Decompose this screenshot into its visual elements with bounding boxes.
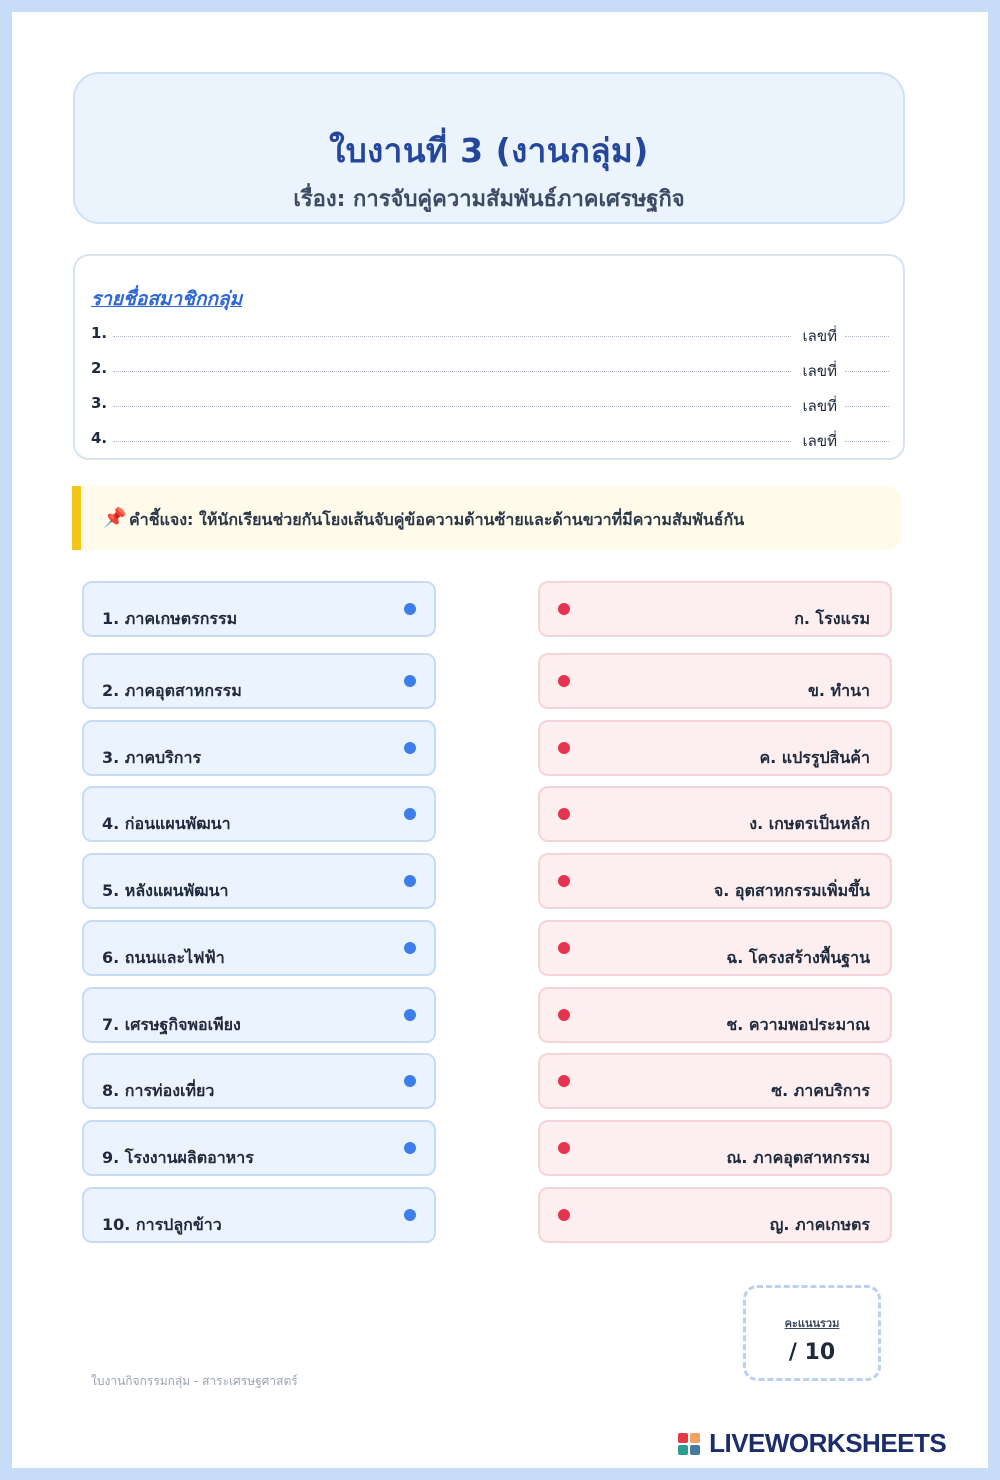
instruction-text: คำชี้แจง: ให้นักเรียนช่วยกันโยงเส้นจับคู่ข้อความด้านซ้ายและด้านขวาที่มีความสัมพันธ์กัน xyxy=(129,510,745,529)
member-number: 4. xyxy=(91,429,108,447)
right-connector-dot[interactable] xyxy=(558,1142,570,1154)
left-connector-dot[interactable] xyxy=(404,742,416,754)
pushpin-icon: 📌 xyxy=(103,507,127,529)
right-connector-dot[interactable] xyxy=(558,675,570,687)
brand-name: LIVEWORKSHEETS xyxy=(709,1428,947,1458)
right-item-label: ข. ทำนา xyxy=(807,681,870,700)
left-connector-dot[interactable] xyxy=(404,1009,416,1021)
instruction-banner xyxy=(72,486,902,550)
left-item-label: 3. ภาคบริการ xyxy=(102,748,202,767)
left-item-label: 2. ภาคอุตสาหกรรม xyxy=(102,681,242,700)
left-item[interactable] xyxy=(82,987,436,1043)
seat-number-line[interactable] xyxy=(845,371,889,372)
member-number: 3. xyxy=(91,394,108,412)
member-number: 1. xyxy=(91,324,108,342)
right-item-label: ช. ความพอประมาณ xyxy=(726,1015,870,1034)
left-item[interactable] xyxy=(82,653,436,709)
right-item[interactable] xyxy=(538,653,892,709)
member-number: 2. xyxy=(91,359,108,377)
seat-label: เลขที่ xyxy=(802,397,837,415)
score-value: / 10 xyxy=(788,1340,836,1365)
right-connector-dot[interactable] xyxy=(558,875,570,887)
right-item[interactable] xyxy=(538,853,892,909)
left-connector-dot[interactable] xyxy=(404,942,416,954)
seat-label: เลขที่ xyxy=(802,327,837,345)
left-item[interactable] xyxy=(82,1053,436,1109)
left-item-label: 9. โรงงานผลิตอาหาร xyxy=(102,1148,254,1167)
right-item[interactable] xyxy=(538,920,892,976)
right-connector-dot[interactable] xyxy=(558,808,570,820)
left-item-label: 6. ถนนและไฟฟ้า xyxy=(102,948,225,967)
right-item-label: ฉ. โครงสร้างพื้นฐาน xyxy=(726,948,870,967)
left-connector-dot[interactable] xyxy=(404,1209,416,1221)
left-item-label: 7. เศรษฐกิจพอเพียง xyxy=(102,1015,241,1034)
member-row[interactable] xyxy=(91,429,889,451)
member-row[interactable] xyxy=(91,394,889,416)
right-item[interactable] xyxy=(538,987,892,1043)
left-connector-dot[interactable] xyxy=(404,675,416,687)
left-item[interactable] xyxy=(82,581,436,637)
right-item-label: ซ. ภาคบริการ xyxy=(771,1081,870,1100)
right-item[interactable] xyxy=(538,1120,892,1176)
right-item-label: ก. โรงแรม xyxy=(794,609,870,628)
score-label: คะแนนรวม xyxy=(784,1317,840,1330)
seat-number-line[interactable] xyxy=(845,406,889,407)
left-item[interactable] xyxy=(82,920,436,976)
left-item-label: 1. ภาคเกษตรกรรม xyxy=(102,609,238,628)
seat-label: เลขที่ xyxy=(802,432,837,450)
right-item-label: ค. แปรรูปสินค้า xyxy=(759,748,870,767)
right-item[interactable] xyxy=(538,1187,892,1243)
right-connector-dot[interactable] xyxy=(558,742,570,754)
left-item[interactable] xyxy=(82,1187,436,1243)
seat-label: เลขที่ xyxy=(802,362,837,380)
left-connector-dot[interactable] xyxy=(404,875,416,887)
right-item[interactable] xyxy=(538,581,892,637)
left-connector-dot[interactable] xyxy=(404,808,416,820)
member-name-line[interactable] xyxy=(113,336,791,337)
members-card xyxy=(73,254,905,460)
right-item[interactable] xyxy=(538,786,892,842)
score-box xyxy=(743,1285,881,1381)
left-item-label: 4. ก่อนแผนพัฒนา xyxy=(102,814,231,833)
left-item-label: 8. การท่องเที่ยว xyxy=(102,1081,215,1100)
right-connector-dot[interactable] xyxy=(558,1009,570,1021)
left-item[interactable] xyxy=(82,720,436,776)
footer-note: ใบงานกิจกรรมกลุ่ม - สาระเศรษฐศาสตร์ xyxy=(91,1374,298,1388)
right-connector-dot[interactable] xyxy=(558,603,570,615)
liveworksheets-logo[interactable] xyxy=(678,1428,946,1458)
seat-number-line[interactable] xyxy=(845,441,889,442)
right-item-label: ณ. ภาคอุตสาหกรรม xyxy=(726,1148,870,1167)
member-row[interactable] xyxy=(91,324,889,346)
left-item[interactable] xyxy=(82,786,436,842)
left-connector-dot[interactable] xyxy=(404,1075,416,1087)
page-title: ใบงานที่ 3 (งานกลุ่ม) xyxy=(329,131,649,170)
left-connector-dot[interactable] xyxy=(404,603,416,615)
right-item-label: ง. เกษตรเป็นหลัก xyxy=(749,814,870,833)
left-item[interactable] xyxy=(82,1120,436,1176)
right-item[interactable] xyxy=(538,720,892,776)
left-item-label: 5. หลังแผนพัฒนา xyxy=(102,881,229,900)
right-item[interactable] xyxy=(538,1053,892,1109)
right-item-label: จ. อุตสาหกรรมเพิ่มขึ้น xyxy=(713,881,870,900)
member-name-line[interactable] xyxy=(113,406,791,407)
members-title: รายชื่อสมาชิกกลุ่ม xyxy=(91,288,243,310)
right-item-label: ญ. ภาคเกษตร xyxy=(769,1215,870,1234)
seat-number-line[interactable] xyxy=(845,336,889,337)
member-name-line[interactable] xyxy=(113,441,791,442)
right-connector-dot[interactable] xyxy=(558,1209,570,1221)
right-connector-dot[interactable] xyxy=(558,1075,570,1087)
member-name-line[interactable] xyxy=(113,371,791,372)
left-item[interactable] xyxy=(82,853,436,909)
header-card xyxy=(73,72,905,224)
member-row[interactable] xyxy=(91,359,889,381)
page-subtitle: เรื่อง: การจับคู่ความสัมพันธ์ภาคเศรษฐกิจ xyxy=(293,187,685,212)
left-connector-dot[interactable] xyxy=(404,1142,416,1154)
right-connector-dot[interactable] xyxy=(558,942,570,954)
left-item-label: 10. การปลูกข้าว xyxy=(102,1215,222,1234)
liveworksheets-logo-icon xyxy=(678,1433,700,1455)
